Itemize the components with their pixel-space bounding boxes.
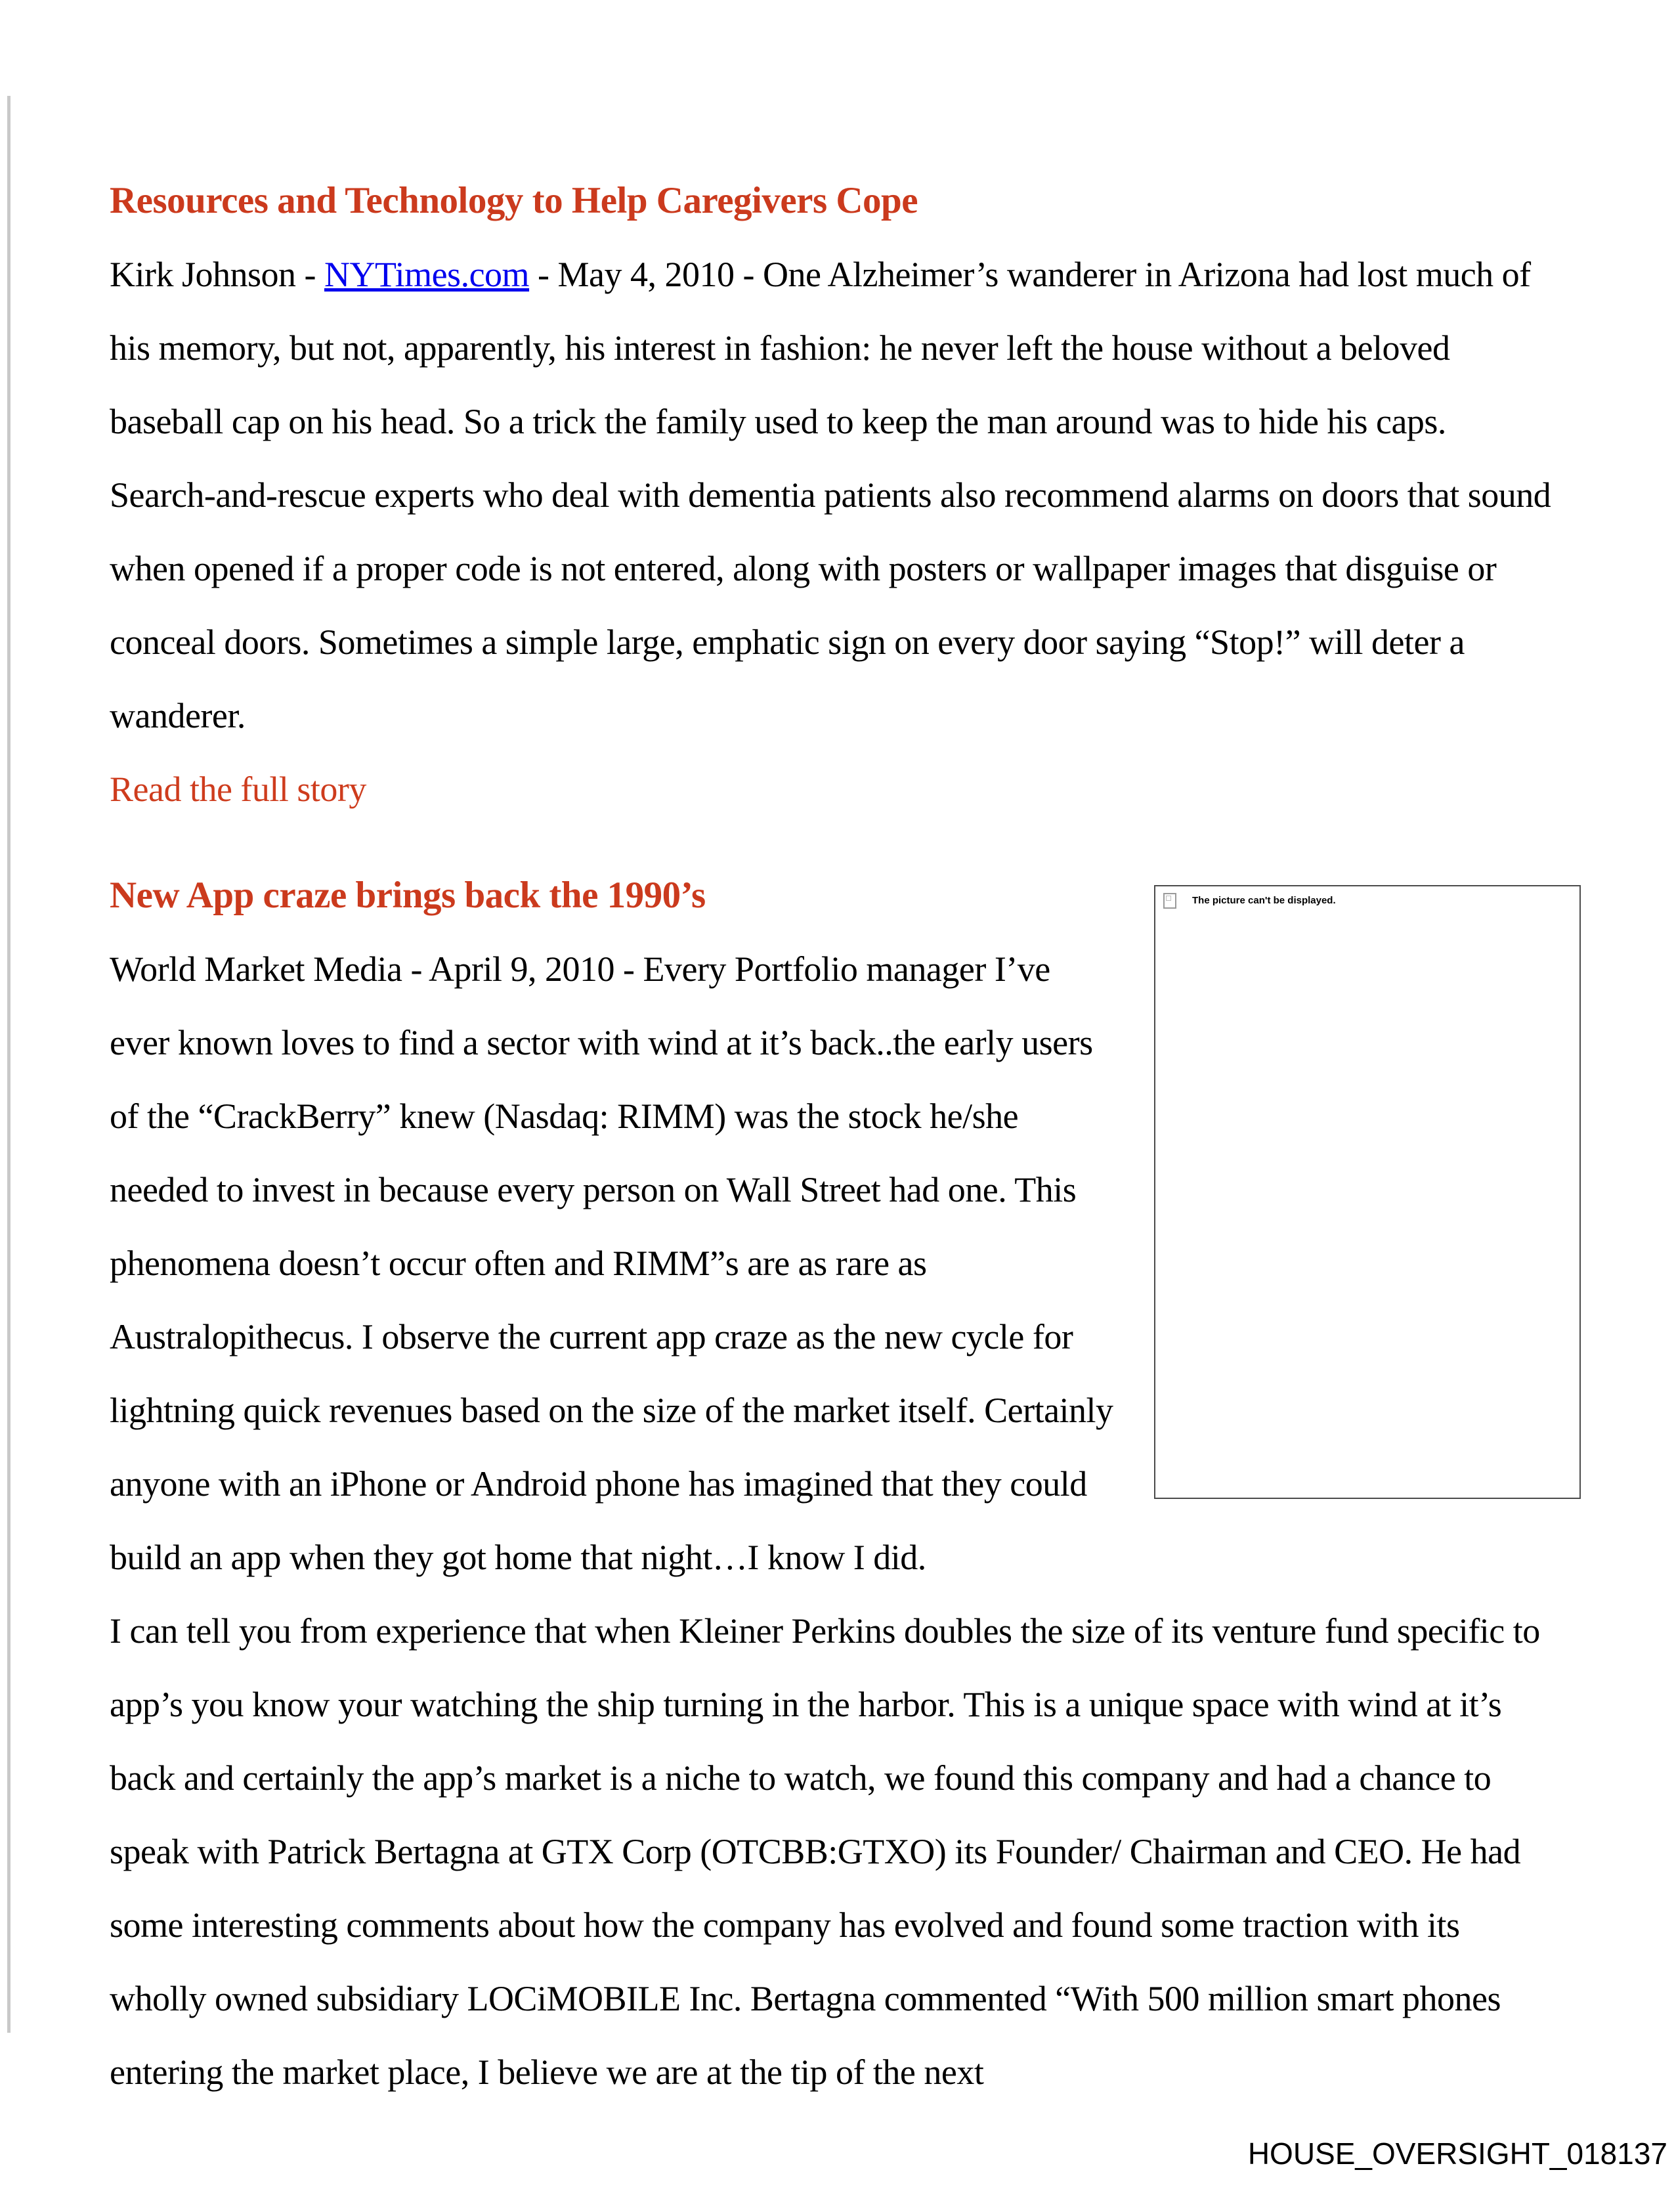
article1-paragraph1	[110, 238, 1564, 458]
article2-heading: New App craze brings back the 1990’s	[110, 875, 706, 916]
article1-heading: Resources and Technology to Help Caregivers Cope	[110, 180, 918, 221]
article1-byline-prefix: Kirk Johnson -	[110, 255, 324, 294]
broken-image-placeholder[interactable]	[1154, 885, 1581, 1499]
broken-image-icon	[1163, 893, 1176, 909]
document-content	[110, 164, 1564, 2109]
article2-paragraph2: I can tell you from experience that when Kleiner Perkins doubles the size of its venture fund specific to app’s you know your watching the ship turning in the harbor. This is a unique space with wind at it’s back and certainly the app’s market is a niche to watch, we found this company and had a chance to speak with Patrick Bertagna at GTX Corp (OTCBB:GTXO) its Founder/ Chairman and CEO. He had some interesting comments about how the company has evolved and found some traction with its wholly owned subsidiary LOCiMOBILE Inc. Bertagna commented “With 500 million smart phones entering the market place, I believe we are at the tip of the next	[110, 1611, 1540, 2092]
scan-artifact-line	[7, 96, 11, 2033]
article2-paragraph1: World Market Media - April 9, 2010 - Every Portfolio manager I’ve ever known loves to find a sector with wind at it’s back..the early users of the “CrackBerry” knew (Nasdaq: RIMM) was the stock he/she needed to invest in because every person on Wall Street had one. This phenomena doesn’t occur often and RIMM”s are as rare as Australopithecus. I observe the current app craze as the new cycle for lightning quick revenues based on the size of the market itself. Certainly anyone with an iPhone or Android phone has imagined that they could build an app when they got home that night…I know I did.	[110, 949, 1113, 1577]
read-full-story-link[interactable]: Read the full story	[110, 770, 366, 809]
bates-number: HOUSE_OVERSIGHT_018137	[1247, 2136, 1667, 2171]
article2-section	[110, 826, 1564, 2109]
broken-image-placeholder-text: The picture can't be displayed.	[1192, 895, 1336, 906]
article1-readmore-line	[110, 752, 1564, 826]
nytimes-link[interactable]: NYTimes.com	[324, 255, 530, 294]
article1-paragraph2: Search-and-rescue experts who deal with dementia patients also recommend alarms on doors that sound when opened if a proper code is not entered, along with posters or wallpaper images that disguise or conceal doors. Sometimes a simple large, emphatic sign on every door saying “Stop!” will deter a wanderer.	[110, 475, 1551, 735]
article1-paragraph1-rest: - May 4, 2010 - One Alzheimer’s wanderer in Arizona had lost much of his memory, but not, apparently, his interest in fashion: he never left the house without a beloved baseball cap on his head. So a trick the family used to keep the man around was to hide his caps.	[110, 255, 1531, 441]
